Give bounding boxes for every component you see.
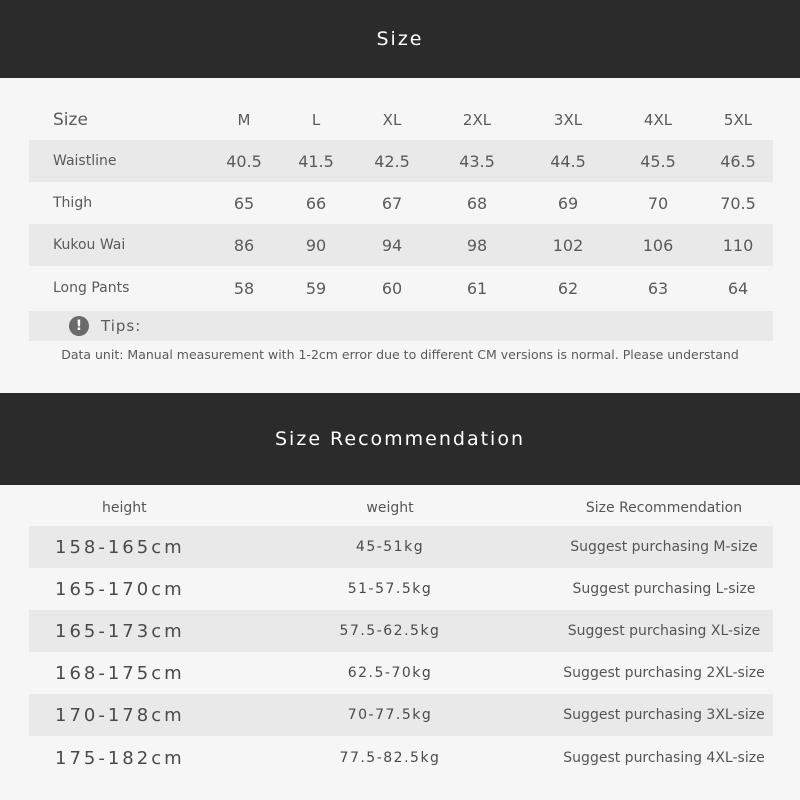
recommendation-cell: Suggest purchasing M-size [570, 539, 758, 555]
table-cell: 62 [557, 278, 579, 298]
table-cell: 42.5 [374, 151, 410, 171]
recommendation-table-header [29, 490, 773, 526]
table-cell: 65 [233, 193, 255, 213]
recommendation-cell: Suggest purchasing 3XL-size [563, 707, 765, 723]
table-cell: 66 [305, 193, 327, 213]
weight-cell: 57.5-62.5kg [339, 623, 441, 639]
table-row [29, 568, 773, 610]
weight-cell: 51-57.5kg [347, 581, 433, 597]
table-row [29, 182, 773, 224]
table-cell: 98 [466, 235, 488, 255]
table-cell: 86 [233, 235, 255, 255]
recommendation-cell: Suggest purchasing L-size [572, 581, 756, 597]
table-row [29, 736, 773, 780]
table-cell: 110 [722, 235, 754, 255]
weight-cell: 45-51kg [355, 539, 425, 555]
recommendation-cell: Suggest purchasing 4XL-size [563, 750, 765, 766]
table-cell: 64 [727, 278, 749, 298]
tips-label: Tips: [101, 317, 142, 335]
size-header-cell: L [311, 111, 321, 129]
weight-cell: 62.5-70kg [347, 665, 433, 681]
height-cell: 158-165cm [55, 536, 185, 558]
weight-header: weight [366, 500, 414, 516]
table-row [29, 652, 773, 694]
size-table [29, 100, 773, 310]
table-cell: 69 [557, 193, 579, 213]
table-row [29, 224, 773, 266]
table-row [29, 266, 773, 310]
table-row [29, 694, 773, 736]
height-cell: 165-173cm [55, 620, 185, 642]
table-cell: 106 [642, 235, 674, 255]
row-label: Long Pants [53, 280, 130, 296]
table-cell: 90 [305, 235, 327, 255]
size-header-cell: 5XL [723, 111, 753, 129]
height-cell: 165-170cm [55, 578, 185, 600]
table-cell: 63 [647, 278, 669, 298]
table-cell: 45.5 [640, 151, 676, 171]
recommendation-header: Size Recommendation [585, 500, 743, 516]
table-cell: 67 [381, 193, 403, 213]
size-header-cell: 4XL [643, 111, 673, 129]
recommendation-section-title: Size Recommendation [275, 428, 525, 450]
size-header-cell: M [237, 111, 251, 129]
recommendation-banner [0, 393, 800, 485]
table-cell: 61 [466, 278, 488, 298]
row-label: Kukou Wai [53, 237, 126, 253]
recommendation-table [29, 490, 773, 780]
weight-cell: 70-77.5kg [347, 707, 433, 723]
table-cell: 94 [381, 235, 403, 255]
table-cell: 102 [552, 235, 584, 255]
table-cell: 59 [305, 278, 327, 298]
tips-bar [29, 311, 773, 341]
size-section-title: Size [376, 28, 424, 50]
table-cell: 41.5 [298, 151, 334, 171]
weight-cell: 77.5-82.5kg [339, 750, 441, 766]
table-cell: 68 [466, 193, 488, 213]
row-label: Thigh [53, 195, 93, 211]
table-row [29, 140, 773, 182]
height-cell: 170-178cm [55, 704, 185, 726]
row-label: Waistline [53, 153, 117, 169]
table-cell: 60 [381, 278, 403, 298]
recommendation-cell: Suggest purchasing 2XL-size [563, 665, 765, 681]
measurement-note: Data unit: Manual measurement with 1-2cm error due to different CM versions is normal. Please understand [61, 347, 739, 362]
size-table-header [29, 100, 773, 140]
size-header-cell: XL [382, 111, 402, 129]
size-header-label: Size [53, 110, 88, 130]
recommendation-cell: Suggest purchasing XL-size [567, 623, 761, 639]
table-cell: 43.5 [459, 151, 495, 171]
table-row [29, 610, 773, 652]
table-row [29, 526, 773, 568]
height-cell: 175-182cm [55, 747, 185, 769]
table-cell: 70 [647, 193, 669, 213]
size-banner [0, 0, 800, 78]
table-cell: 46.5 [720, 151, 756, 171]
height-cell: 168-175cm [55, 662, 185, 684]
size-header-cell: 3XL [553, 111, 583, 129]
table-cell: 70.5 [720, 193, 756, 213]
exclamation-icon: ! [69, 316, 89, 336]
size-header-cell: 2XL [462, 111, 492, 129]
table-cell: 44.5 [550, 151, 586, 171]
height-header: height [102, 500, 147, 516]
table-cell: 58 [233, 278, 255, 298]
table-cell: 40.5 [226, 151, 262, 171]
